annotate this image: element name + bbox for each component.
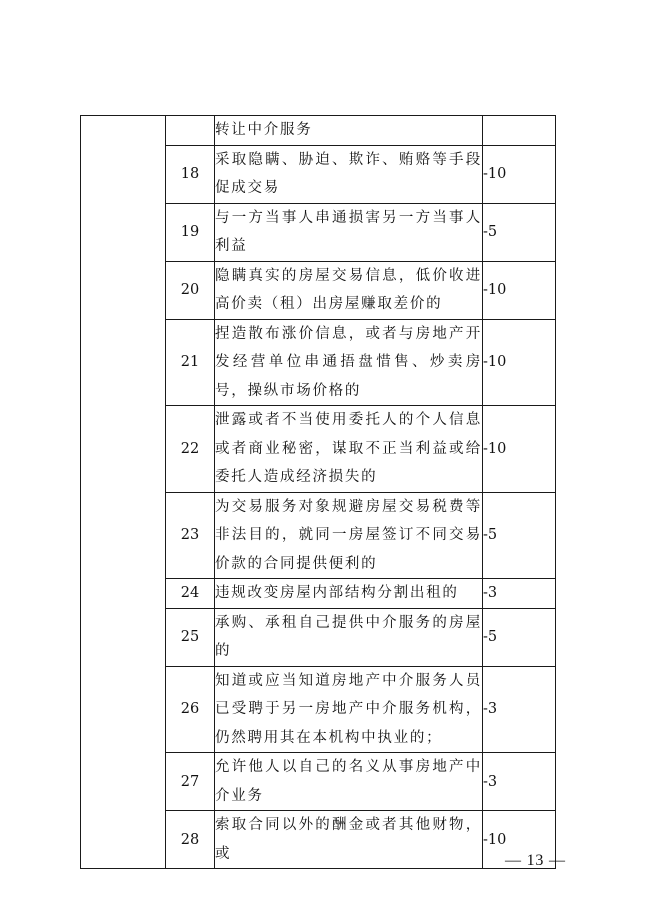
row-score-cell: -5	[483, 608, 556, 666]
row-description-cell: 承购、承租自己提供中介服务的房屋的	[215, 608, 483, 666]
row-number-cell: 22	[166, 406, 215, 493]
row-number-cell: 19	[166, 203, 215, 261]
page-number: — 13 —	[505, 852, 566, 869]
row-score-cell: -10	[483, 145, 556, 203]
row-description-cell: 允许他人以自己的名义从事房地产中介业务	[215, 753, 483, 811]
row-score-cell: -5	[483, 203, 556, 261]
row-description-cell: 知道或应当知道房地产中介服务人员已受聘于另一房地产中介服务机构，仍然聘用其在本机构中执业的；	[215, 666, 483, 753]
row-number-cell: 26	[166, 666, 215, 753]
table-row	[81, 116, 556, 146]
row-number-cell	[166, 116, 215, 146]
row-number-cell: 27	[166, 753, 215, 811]
row-number-cell: 24	[166, 579, 215, 609]
row-description-cell: 捏造散布涨价信息，或者与房地产开发经营单位串通捂盘惜售、炒卖房号，操纵市场价格的	[215, 319, 483, 406]
row-description-cell: 为交易服务对象规避房屋交易税费等非法目的，就同一房屋签订不同交易价款的合同提供便利的	[215, 492, 483, 579]
row-number-cell: 28	[166, 811, 215, 869]
row-description-cell: 泄露或者不当使用委托人的个人信息或者商业秘密，谋取不正当利益或给委托人造成经济损失的	[215, 406, 483, 493]
row-number-cell: 23	[166, 492, 215, 579]
row-score-cell: -10	[483, 811, 556, 869]
row-description-cell: 索取合同以外的酬金或者其他财物，或	[215, 811, 483, 869]
row-number-cell: 25	[166, 608, 215, 666]
row-score-cell: -3	[483, 753, 556, 811]
row-score-cell: -3	[483, 579, 556, 609]
row-score-cell: -10	[483, 406, 556, 493]
row-description-cell: 与一方当事人串通损害另一方当事人利益	[215, 203, 483, 261]
row-score-cell: -3	[483, 666, 556, 753]
penalty-score-table	[80, 115, 556, 869]
row-number-cell: 20	[166, 261, 215, 319]
row-score-cell	[483, 116, 556, 146]
row-description-cell: 隐瞒真实的房屋交易信息，低价收进高价卖（租）出房屋赚取差价的	[215, 261, 483, 319]
row-description-cell: 违规改变房屋内部结构分割出租的	[215, 579, 483, 609]
row-number-cell: 18	[166, 145, 215, 203]
category-cell	[81, 116, 166, 869]
row-description-cell: 采取隐瞒、胁迫、欺诈、贿赂等手段促成交易	[215, 145, 483, 203]
row-description-cell: 转让中介服务	[215, 116, 483, 146]
row-score-cell: -10	[483, 261, 556, 319]
row-number-cell: 21	[166, 319, 215, 406]
row-score-cell: -10	[483, 319, 556, 406]
row-score-cell: -5	[483, 492, 556, 579]
